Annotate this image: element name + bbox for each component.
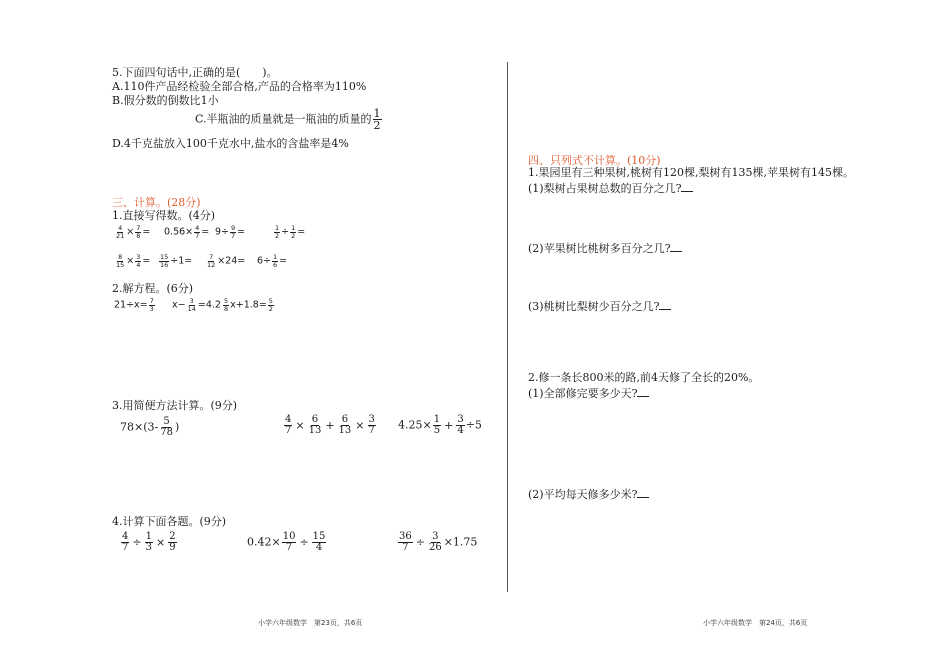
answer-blank[interactable] — [670, 241, 682, 252]
problem-2-title: 2.解方程。(6分) — [112, 282, 194, 295]
mental-calc-6: $\frac{15}{16}$ ÷1= — [160, 253, 193, 269]
calc-2: 0.42× $\frac{10}{7}$ ÷ $\frac{15}{4}$ — [247, 531, 326, 553]
q5-stem: 5.下面四句话中,正确的是( )。 — [112, 66, 278, 79]
equation-3: $\frac{5}{8}$ x+1.8= $\frac{5}{2}$ — [224, 297, 273, 313]
calc-3: $\frac{36}{7}$ ÷ $\frac{3}{26}$ ×1.75 — [399, 531, 478, 553]
answer-blank[interactable] — [637, 487, 649, 498]
mental-calc-2: 0.56× $\frac{4}{7}$ = — [164, 224, 210, 240]
fraction: $\frac{1}{2}$ — [373, 107, 381, 132]
mental-calc-5: $\frac{8}{15}$ × $\frac{3}{4}$ = — [116, 253, 151, 269]
calc-1: $\frac{4}{7}$ ÷ $\frac{1}{3}$ × $\frac{2}{9}$ — [122, 531, 176, 553]
q2-part-1: (1)全部修完要多少天? — [528, 386, 649, 401]
page-divider — [507, 62, 508, 592]
left-page-footer: 小学六年级数学 第23页，共6页 — [258, 619, 363, 627]
q1-stem: 1.果园里有三种果树,桃树有120棵,梨树有135棵,苹果树有145棵。 — [528, 166, 854, 179]
q1-part-3: (3)桃树比梨树少百分之几? — [528, 299, 671, 314]
q5-option-a: A.110件产品经检验全部合格,产品的合格率为110% — [112, 80, 367, 93]
equation-1: 21÷x= $\frac{7}{3}$ — [114, 297, 154, 313]
q5-option-c — [195, 108, 383, 131]
mental-calc-4: $\frac{1}{2}$ ÷ $\frac{1}{2}$ = — [275, 224, 306, 240]
q5-option-b: B.假分数的倒数比1小 — [112, 94, 219, 107]
mental-calc-8: 6÷ $\frac{1}{6}$ = — [257, 253, 288, 269]
simplify-1: 78×(3- $\frac{5}{78}$ ) — [120, 416, 180, 438]
q1-part-1: (1)梨树占果树总数的百分之几? — [528, 181, 693, 196]
q2-part-2: (2)平均每天修多少米? — [528, 487, 649, 502]
problem-1-title: 1.直接写得数。(4分) — [112, 209, 216, 222]
q5-option-c-text: C.半瓶油的质量就是一瓶油的质量的 — [195, 112, 372, 126]
problem-3-title: 3.用简便方法计算。(9分) — [112, 399, 238, 412]
section-4-title: 四、只列式不计算。(10分) — [528, 154, 661, 167]
equation-2: x− $\frac{3}{14}$ =4.2 — [172, 297, 221, 313]
right-page-footer: 小学六年级数学 第24页，共6页 — [703, 619, 808, 627]
q1-part-2: (2)苹果树比桃树多百分之几? — [528, 241, 682, 256]
mental-calc-3: 9÷ $\frac{9}{7}$ = — [215, 224, 246, 240]
section-3-title: 三、计算。(28分) — [112, 196, 201, 209]
simplify-3: 4.25× $\frac{1}{5}$ + $\frac{3}{4}$ ÷5 — [398, 414, 482, 436]
q5-option-d: D.4千克盐放入100千克水中,盐水的含盐率是4% — [112, 137, 349, 150]
mental-calc-7: $\frac{7}{12}$ ×24= — [207, 253, 246, 269]
answer-blank[interactable] — [681, 181, 693, 192]
answer-blank[interactable] — [659, 299, 671, 310]
q2-stem: 2.修一条长800米的路,前4天修了全长的20%。 — [528, 371, 760, 384]
answer-blank[interactable] — [637, 386, 649, 397]
problem-4-title: 4.计算下面各题。(9分) — [112, 515, 227, 528]
simplify-2: $\frac{4}{7}$ × $\frac{6}{13}$ + $\frac{6}{13}$ × $\frac{3}{7}$ — [285, 414, 375, 436]
mental-calc-1: $\frac{4}{21}$ × $\frac{7}{8}$ = — [116, 224, 151, 240]
